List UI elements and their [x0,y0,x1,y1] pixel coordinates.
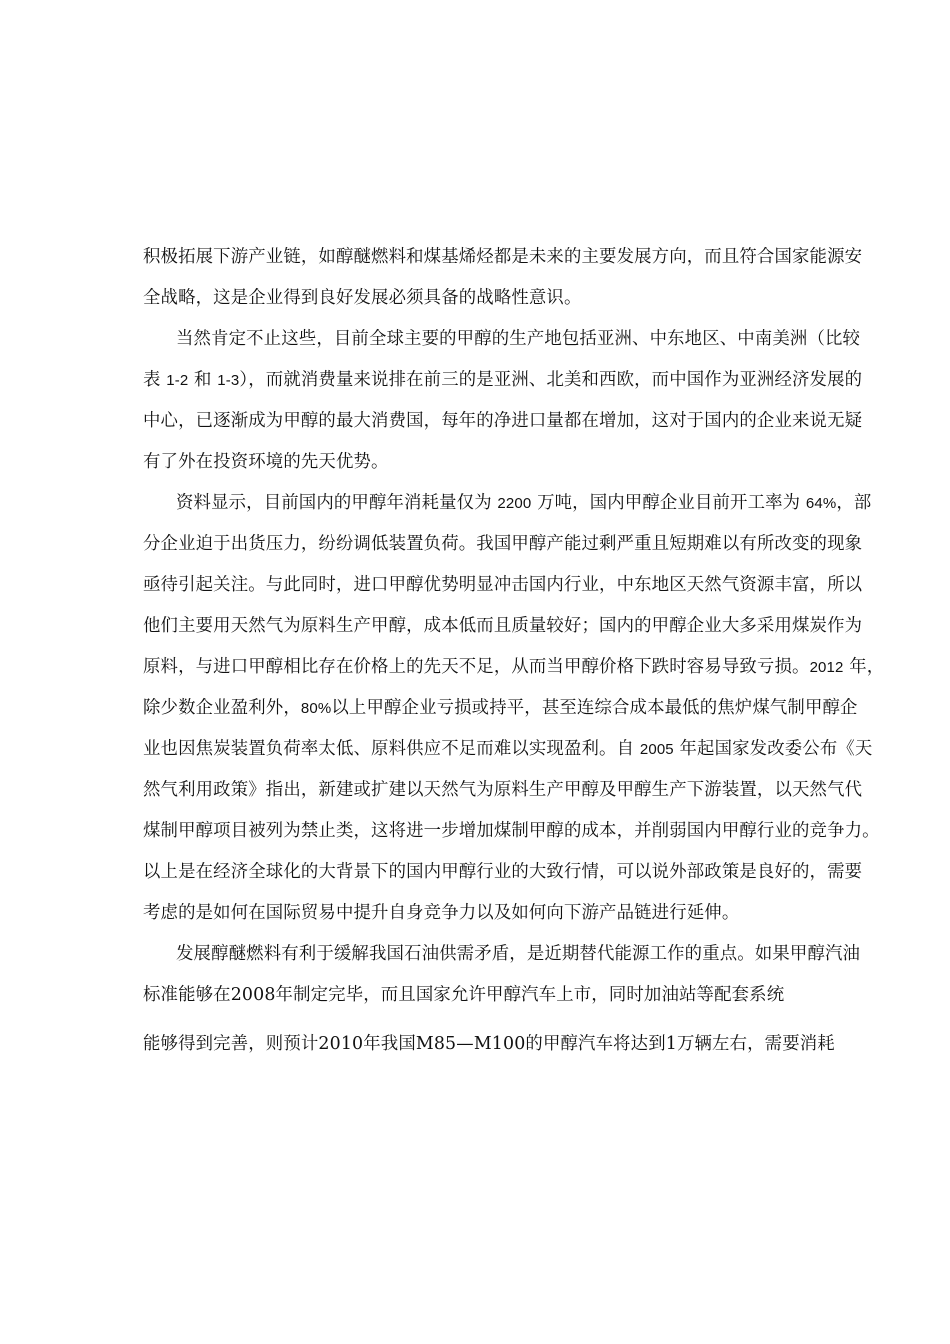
text-run: ），而就消费量来说排在前三的是亚洲、北美和西欧，而中国作为亚洲经济发展的 [239,370,863,390]
text-run: 以上甲醇企业亏损或持平，甚至连综合成本最低的焦炉煤气制甲醇企 [331,698,858,718]
text-run: 业也因焦炭装置负荷率太低、原料供应不足而难以实现盈利。自 [143,739,640,759]
number: 64% [805,495,837,512]
paragraph-3-line-7 [143,737,872,762]
paragraph-2-line-3: 中心，已逐渐成为甲醇的最大消费国，每年的净进口量都在增加，这对于国内的企业来说无疑 [143,411,863,431]
text-run: 和 [188,370,218,390]
number: 80% [300,700,332,717]
paragraph-3-line-5 [143,655,884,680]
paragraph-3-line-10: 以上是在经济全球化的大背景下的国内甲醇行业的大致行情，可以说外部政策是良好的，需要 [143,862,863,882]
paragraph-3-line-1 [176,491,871,516]
paragraph-3-line-2: 分企业迫于出货压力，纷纷调低装置负荷。我国甲醇产能过剩严重且短期难以有所改变的现象 [143,534,863,554]
paragraph-3-line-11: 考虑的是如何在国际贸易中提升自身竞争力以及如何向下游产品链进行延伸。 [143,903,740,923]
paragraph-1-line-2: 全战略，这是企业得到良好发展必须具备的战略性意识。 [143,288,582,308]
number: 2012 [809,659,844,676]
paragraph-2-line-1: 当然肯定不止这些，目前全球主要的甲醇的生产地包括亚洲、中东地区、中南美洲（比较 [176,329,861,349]
number: 2200 [497,495,532,512]
text-run: 资料显示，目前国内的甲醇年消耗量仅为 [176,493,498,513]
text-run: 万吨，国内甲醇企业目前开工率为 [531,493,806,513]
paragraph-4-line-1: 发展醇醚燃料有利于缓解我国石油供需矛盾，是近期替代能源工作的重点。如果甲醇汽油 [176,944,861,964]
paragraph-3-line-8: 然气利用政策》指出，新建或扩建以天然气为原料生产甲醇及甲醇生产下游装置，以天然气代 [143,780,863,800]
table-ref: 1-3 [217,372,240,389]
text-run: 年， [843,657,885,677]
paragraph-3-line-9: 煤制甲醇项目被列为禁止类，这将进一步增加煤制甲醇的成本，并削弱国内甲醇行业的竞争力。 [143,821,880,841]
paragraph-2-line-2 [143,368,862,393]
text-run: 原料，与进口甲醇相比存在价格上的先天不足，从而当甲醇价格下跌时容易导致亏损。 [143,657,810,677]
table-ref: 1-2 [166,372,189,389]
number: 2005 [639,741,674,758]
paragraph-2-line-4: 有了外在投资环境的先天优势。 [143,452,389,472]
paragraph-4-line-2: 标准能够在2008年制定完毕，而且国家允许甲醇汽车上市，同时加油站等配套系统 [143,985,785,1005]
paragraph-4-line-3: 能够得到完善，则预计2010年我国M85—M100的甲醇汽车将达到1万辆左右，需要消耗 [143,1034,835,1054]
text-run: 年起国家发改委公布《天 [673,739,873,759]
text-run: 表 [143,370,167,390]
paragraph-3-line-4: 他们主要用天然气为原料生产甲醇，成本低而且质量较好；国内的甲醇企业大多采用煤炭作为 [143,616,863,636]
paragraph-3-line-3: 亟待引起关注。与此同时，进口甲醇优势明显冲击国内行业，中东地区天然气资源丰富，所以 [143,575,863,595]
text-run: ，部 [836,493,872,513]
paragraph-1-line-1: 积极拓展下游产业链，如醇醚燃料和煤基烯烃都是未来的主要发展方向，而且符合国家能源安 [143,247,863,267]
text-run: 除少数企业盈利外， [143,698,301,718]
paragraph-3-line-6 [143,696,858,721]
